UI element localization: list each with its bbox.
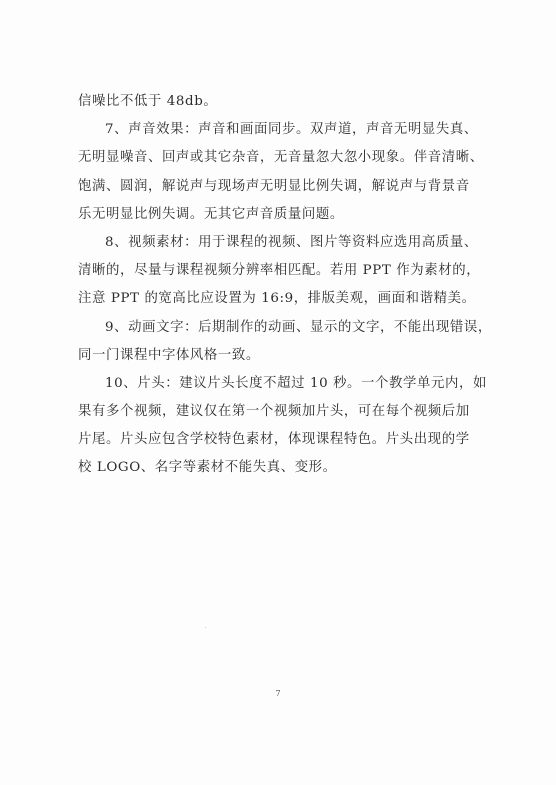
body-text <box>78 88 498 483</box>
text-line: 校 LOGO、名字等素材不能失真、变形。 <box>78 460 337 476</box>
page-number: 7 <box>275 689 281 698</box>
scan-speck <box>205 627 206 628</box>
text-line: 果有多个视频，建议仅在第一个视频加片头，可在每个视频后加 <box>78 404 470 420</box>
text-line: 同一门课程中字体风格一致。 <box>78 347 260 363</box>
text-line: 饱满、圆润，解说声与现场声无明显比例失调，解说声与背景音 <box>78 178 470 194</box>
text-line: 7、声音效果：声音和画面同步。双声道，声音无明显失真、 <box>105 122 478 138</box>
text-line: 清晰的，尽量与课程视频分辨率相匹配。若用 PPT 作为素材的， <box>78 263 481 279</box>
text-line: 片尾。片头应包含学校特色素材，体现课程特色。片头出现的学 <box>78 432 470 448</box>
text-line: 信噪比不低于 48db。 <box>78 94 218 109</box>
text-line: 注意 PPT 的宽高比应设置为 16:9，排版美观，画面和谐精美。 <box>78 291 476 307</box>
text-line: 8、视频素材：用于课程的视频、图片等资料应选用高质量、 <box>105 234 478 250</box>
text-line: 乐无明显比例失调。无其它声音质量问题。 <box>78 206 344 222</box>
text-line: 无明显噪音、回声或其它杂音，无音量忽大忽小现象。伴音清晰、 <box>78 150 484 166</box>
text-line: 10、片头：建议片头长度不超过 10 秒。一个教学单元内，如 <box>105 375 487 391</box>
text-line: 9、动画文字：后期制作的动画、显示的文字，不能出现错误， <box>105 319 492 335</box>
